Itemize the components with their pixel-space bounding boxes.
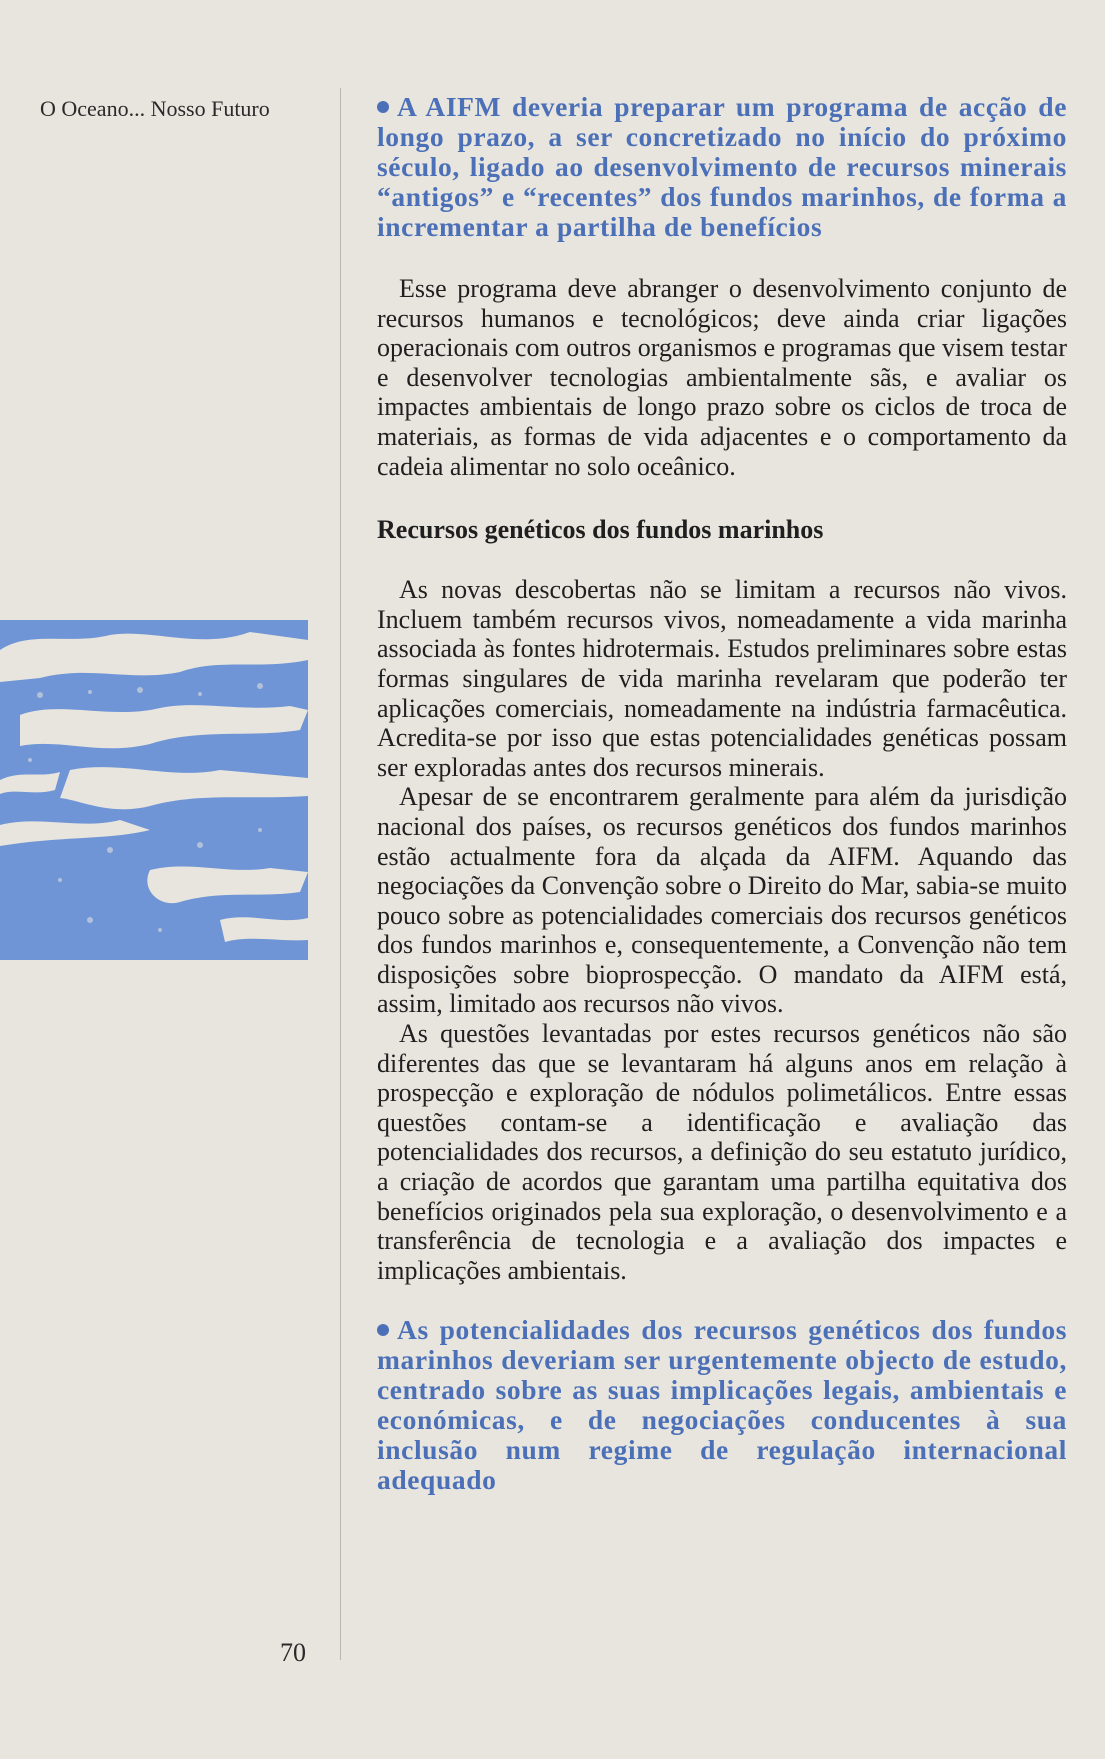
callout-text: As potencialidades dos recursos genéticos dos fundos marinhos deveriam ser urgentemente objecto de estudo, centrado sobre as suas implicações legais, ambientais e económicas, e de negociações conducentes à sua inclusão num regime de regulação internacional adequado xyxy=(377,1314,1067,1496)
page-number: 70 xyxy=(280,1638,306,1667)
body-paragraph: As novas descobertas não se limitam a recursos não vivos. Incluem também recursos vivos, nomeadamente a vida marinha associada às fontes hidrotermais. Estudos preliminares sobre estas formas singulares de vida marinha revelaram que poderão ter aplicações comerciais, nomeadamente na indústria farmacêutica. Acredita-se por isso que estas potencialidades genéticas possam ser exploradas antes dos recursos minerais. xyxy=(377,575,1067,782)
callout-text: A AIFM deveria preparar um programa de acção de longo prazo, a ser concretizado no início do próximo século, ligado ao desenvolvimento de recursos minerais “antigos” e “recentes” dos fundos marinhos, de forma a incrementar a partilha de benefícios xyxy=(377,91,1067,242)
body-paragraph: As questões levantadas por estes recursos genéticos não são diferentes das que se levantaram há alguns anos em relação à prospecção e exploração de nódulos polimetálicos. Entre essas questões contam-se a identificação e avaliação das potencialidades dos recursos, a definição do seu estatuto jurídico, a criação de acordos que garantam uma partilha equitativa dos benefícios originados pela sua exploração, o desenvolvimento e a transferência de tecnologia e a avaliação dos impactes e implicações ambientais. xyxy=(377,1019,1067,1285)
section-heading: Recursos genéticos dos fundos marinhos xyxy=(377,515,824,545)
bullet-icon xyxy=(377,101,389,113)
main-text-column xyxy=(377,92,1067,1495)
running-header: O Oceano... Nosso Futuro xyxy=(40,96,270,121)
column-divider xyxy=(340,88,341,1660)
body-paragraph: Apesar de se encontrarem geralmente para além da jurisdição nacional dos países, os recursos genéticos dos fundos marinhos estão actualmente fora da alçada da AIFM. Aquando das negociações da Convenção sobre o Direito do Mar, sabia-se muito pouco sobre as potencialidades comerciais dos recursos genéticos dos fundos marinhos e, consequentemente, a Convenção não tem disposições sobre bioprospecção. O mandato da AIFM está, assim, limitado aos recursos não vivos. xyxy=(377,782,1067,1019)
body-paragraph: Esse programa deve abranger o desenvolvimento conjunto de recursos humanos e tecnológicos; deve ainda criar ligações operacionais com outros organismos e programas que visem testar e desenvolver tecnologias ambientalmente sãs, e avaliar os impactes ambientais de longo prazo sobre os ciclos de troca de materiais, as formas de vida adjacentes e o comportamento da cadeia alimentar no solo oceânico. xyxy=(377,274,1067,481)
highlight-callout xyxy=(377,92,1067,242)
bullet-icon xyxy=(377,1324,389,1336)
highlight-callout xyxy=(377,1315,1067,1495)
ocean-wave-illustration xyxy=(0,620,308,960)
